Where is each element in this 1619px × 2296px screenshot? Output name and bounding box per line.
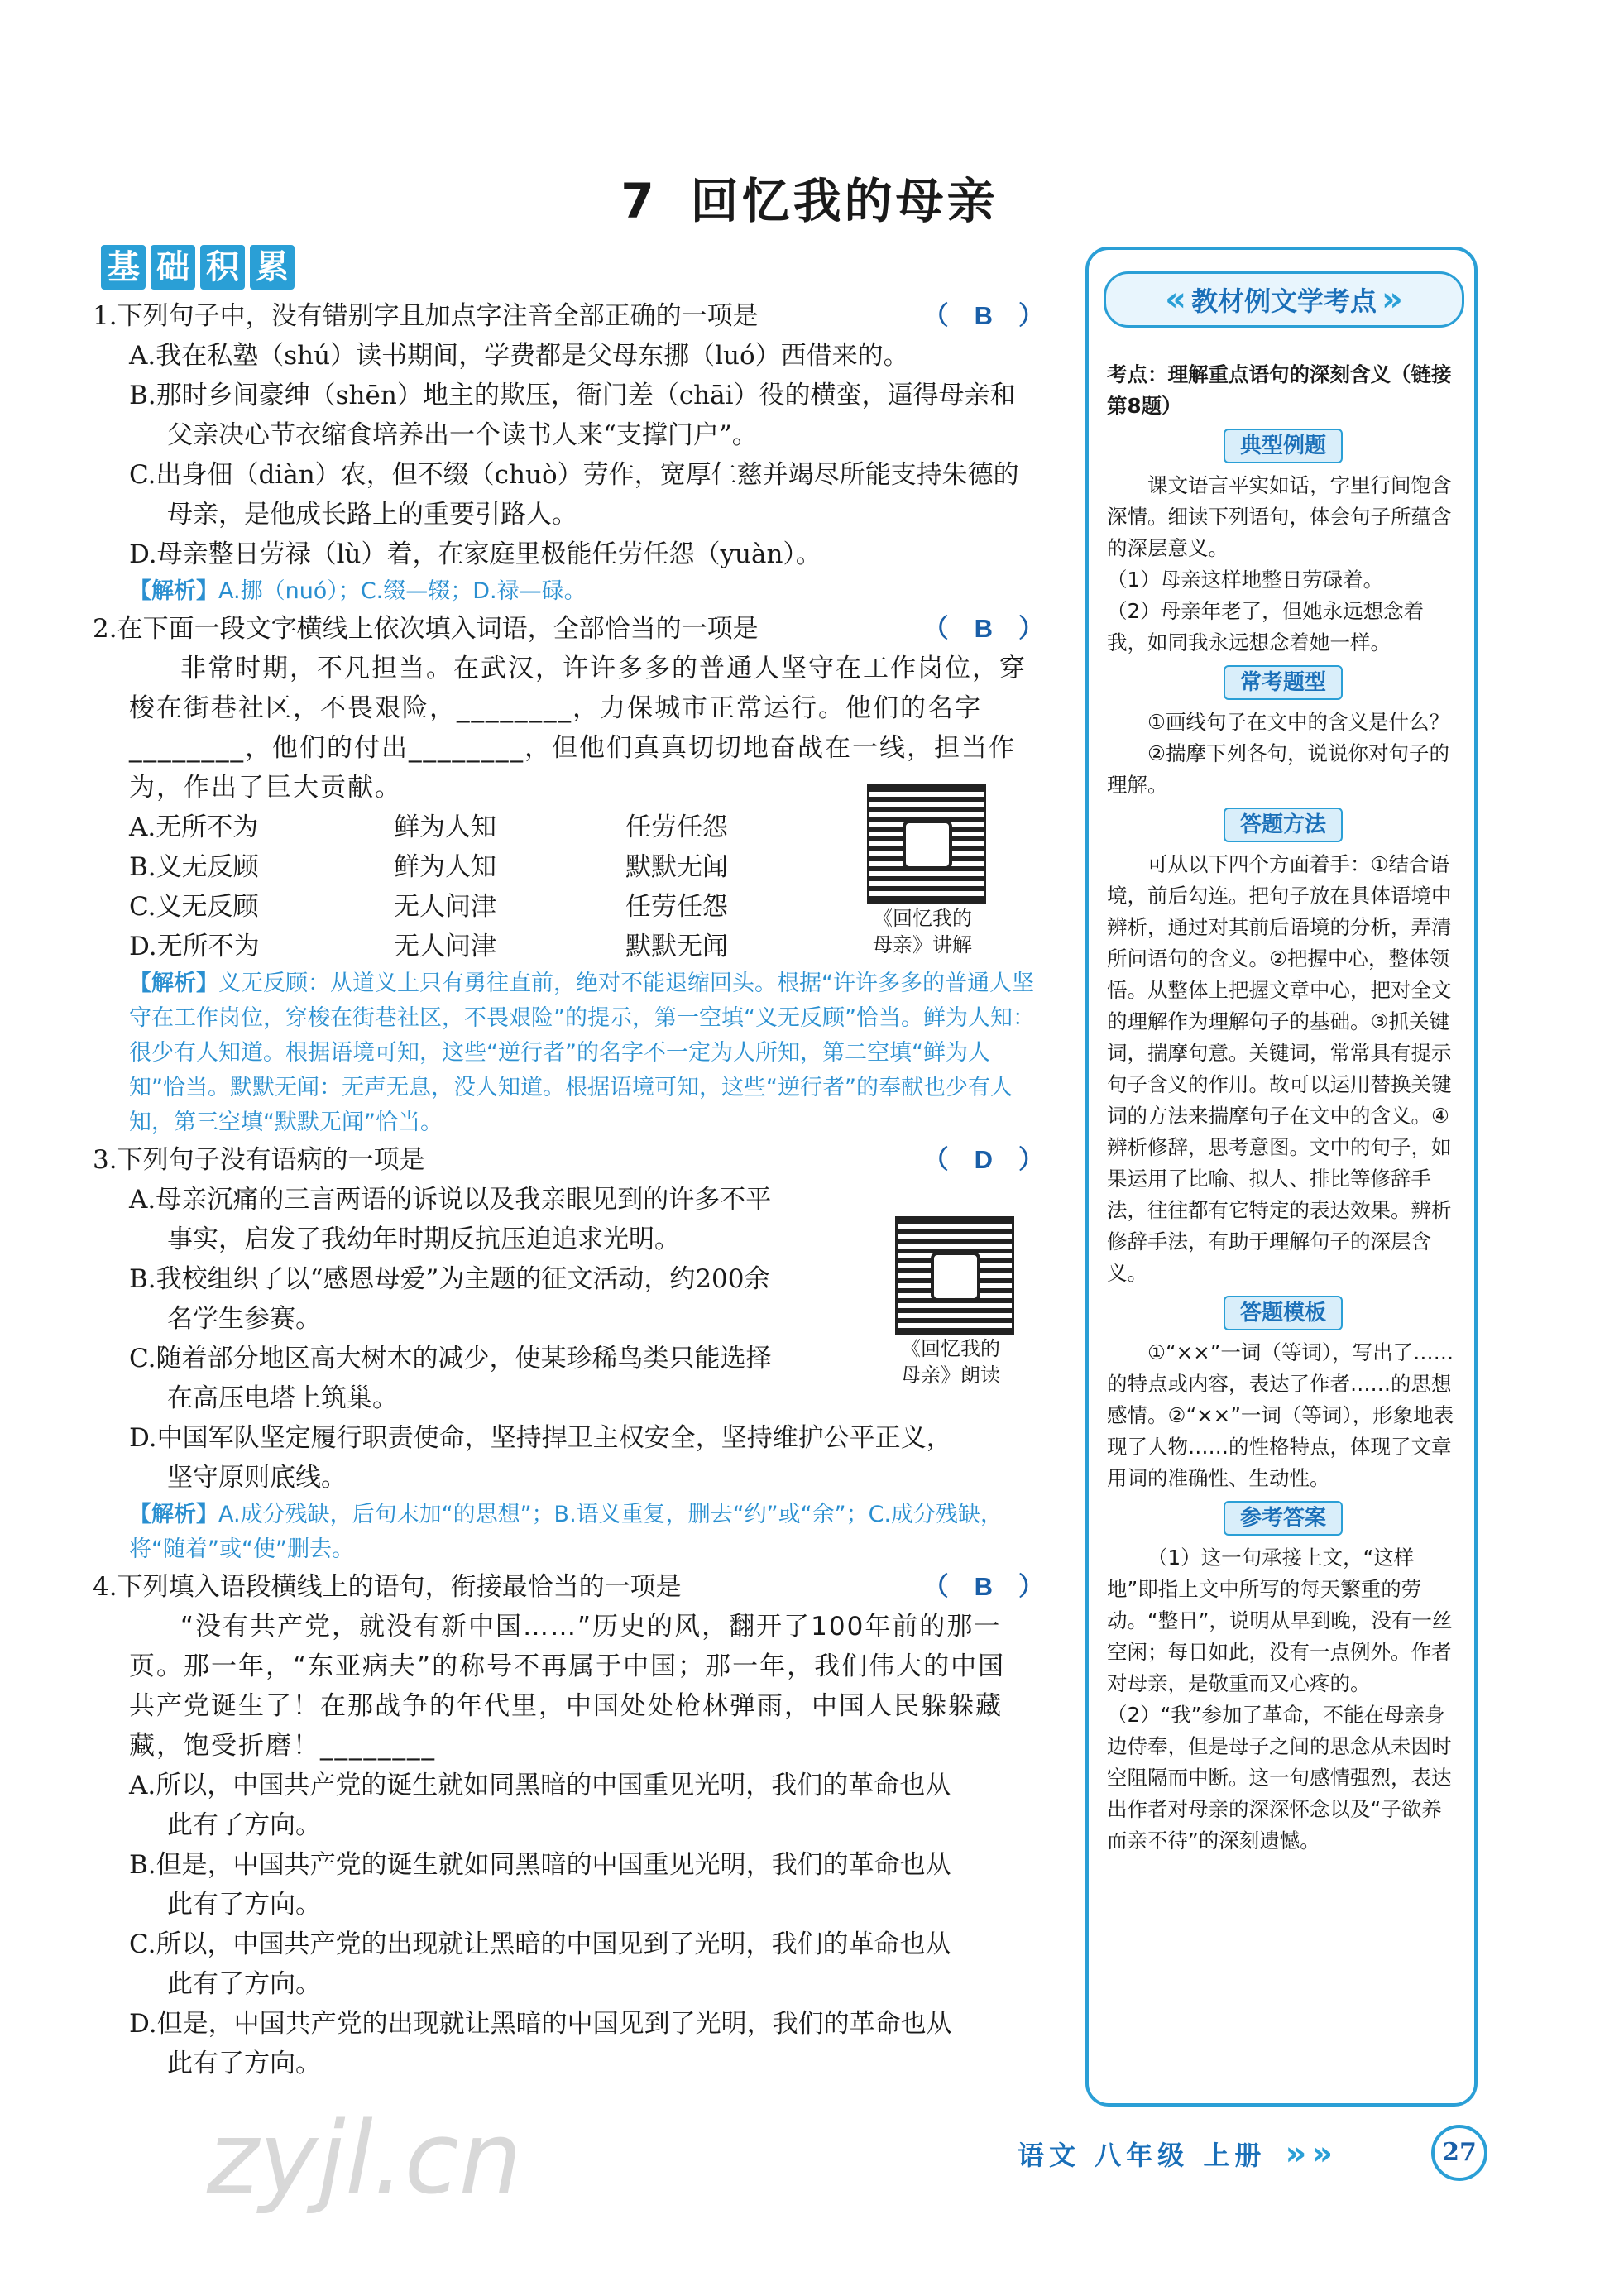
chevron-right-icon: » bbox=[1382, 280, 1403, 319]
heading-text: 答题模板 bbox=[1224, 1296, 1343, 1330]
section-tag-char: 础 bbox=[151, 245, 195, 290]
option-c-cont: 在高压电塔上筑巢。 bbox=[167, 1383, 398, 1413]
footer-term: 上册 bbox=[1203, 2140, 1267, 2171]
answer-mark: （ B ） bbox=[922, 1572, 1044, 1601]
qr-caption-line: 母亲》朗读 bbox=[901, 1364, 1000, 1387]
page-title bbox=[0, 162, 1619, 232]
sidebar-heading bbox=[1107, 665, 1459, 700]
heading-text: 常考题型 bbox=[1224, 665, 1343, 700]
sidebar-heading bbox=[1107, 1501, 1459, 1536]
question-text: 2.在下面一段文字横线上依次填入词语，全部恰当的一项是 bbox=[93, 614, 759, 644]
qr-caption bbox=[852, 905, 993, 958]
question-3-stem bbox=[93, 1140, 1044, 1180]
option-c-cont: 母亲，是他成长路上的重要引路人。 bbox=[167, 500, 577, 530]
passage-line: ________，他们的付出________，但他们真真切切地奋战在一线，担当作 bbox=[129, 733, 1016, 763]
qr-caption-line: 母亲》讲解 bbox=[873, 933, 972, 956]
analysis-label: 【解析】 bbox=[129, 971, 218, 996]
analysis bbox=[93, 1498, 1044, 1567]
sidebar-text: ①画线句子在文中的含义是什么？ bbox=[1147, 710, 1449, 734]
sidebar-text: （2）母亲年老了，但她永远想念着我，如同我永远想念着她一样。 bbox=[1107, 599, 1425, 654]
watermark: zyjl.cn bbox=[207, 2102, 522, 2217]
option-c-cont: 此有了方向。 bbox=[167, 1969, 321, 1999]
analysis bbox=[93, 574, 1044, 609]
footer-subject: 语文 bbox=[1018, 2140, 1081, 2171]
option-d-cont: 坚守原则底线。 bbox=[167, 1463, 347, 1493]
option-cell: D.无所不为 bbox=[129, 932, 260, 961]
question-text: 3.下列句子没有语病的一项是 bbox=[93, 1145, 425, 1175]
option-a: A.我在私塾（shú）读书期间，学费都是父母东挪（luó）西借来的。 bbox=[129, 341, 909, 371]
analysis bbox=[93, 966, 1044, 1140]
option-b-cont: 名学生参赛。 bbox=[167, 1304, 321, 1334]
option-b-cont: 此有了方向。 bbox=[167, 1890, 321, 1920]
answer-mark: （ B ） bbox=[922, 301, 1044, 330]
passage-line: 页。那一年，“东亚病夫”的称号不再属于中国；那一年，我们伟大的中国 bbox=[129, 1651, 1006, 1681]
option-c: C.随着部分地区高大树木的减少，使某珍稀鸟类只能选择 bbox=[129, 1344, 772, 1373]
passage-line: 藏，饱受折磨！________ bbox=[129, 1731, 436, 1761]
sidebar-banner bbox=[1104, 271, 1464, 328]
option-cell: 任劳任怨 bbox=[625, 892, 728, 922]
passage-line: 为，作出了巨大贡献。 bbox=[129, 773, 402, 803]
option-cell: 默默无闻 bbox=[625, 932, 728, 961]
option-cell: 鲜为人知 bbox=[394, 852, 496, 882]
passage-line: 共产党诞生了！在那战争的年代里，中国处处枪林弹雨，中国人民躲躲藏 bbox=[129, 1691, 1003, 1721]
option-cell: C.义无反顾 bbox=[129, 892, 259, 922]
section-tag-char: 累 bbox=[250, 245, 295, 290]
qr-caption-line: 《回忆我的 bbox=[901, 1337, 1000, 1360]
option-cell: A.无所不为 bbox=[129, 812, 259, 842]
option-cell: 任劳任怨 bbox=[625, 812, 728, 842]
option-a: A.所以，中国共产党的诞生就如同黑暗的中国重见光明，我们的革命也从 bbox=[129, 1771, 951, 1800]
option-cell: 无人问津 bbox=[394, 932, 496, 961]
passage-line: 梭在街巷社区，不畏艰险，________，力保城市正常运行。他们的名字 bbox=[129, 693, 982, 723]
heading-text: 典型例题 bbox=[1224, 429, 1343, 463]
question-1-stem bbox=[93, 296, 1044, 336]
section-tag bbox=[101, 245, 295, 290]
lesson-number: 7 bbox=[620, 173, 658, 229]
sidebar-text: ②揣摩下列各句，说说你对句子的理解。 bbox=[1107, 741, 1449, 797]
footer-grade: 八年级 bbox=[1095, 2140, 1190, 2171]
option-d: D.但是，中国共产党的出现就让黑暗的中国见到了光明，我们的革命也从 bbox=[129, 2009, 952, 2039]
passage-line: 非常时期，不凡担当。在武汉，许许多多的普通人坚守在工作岗位，穿 bbox=[180, 654, 1027, 683]
option-cell: 无人问津 bbox=[394, 892, 496, 922]
sidebar-text: ①“××”一词（等词），写出了……的特点或内容，表达了作者……的思想感情。②“××”一词（等词），形象地表现了人物……的性格特点，体现了文章用词的准确性、生动性。 bbox=[1107, 1340, 1454, 1490]
option-c: C.出身佃（diàn）农，但不缀（chuò）劳作，宽厚仁慈并竭尽所能支持朱德的 bbox=[129, 460, 1019, 490]
option-cell: 默默无闻 bbox=[625, 852, 728, 882]
chevron-left-icon: « bbox=[1165, 280, 1186, 319]
option-a-cont: 事实，启发了我幼年时期反抗压迫追求光明。 bbox=[167, 1225, 680, 1254]
answer-mark: （ B ） bbox=[922, 614, 1044, 643]
page-number: 27 bbox=[1431, 2125, 1487, 2181]
option-cell: 鲜为人知 bbox=[394, 812, 496, 842]
question-text: 4.下列填入语段横线上的语句，衔接最恰当的一项是 bbox=[93, 1572, 682, 1602]
answer-mark: （ D ） bbox=[922, 1145, 1044, 1174]
analysis-label: 【解析】 bbox=[129, 1502, 218, 1527]
option-b: B.那时乡间豪绅（shēn）地主的欺压，衙门差（chāi）役的横蛮，逼得母亲和 bbox=[129, 381, 1016, 410]
analysis-text: 义无反顾：从道义上只有勇往直前，绝对不能退缩回头。根据“许许多多的普通人坚守在工作岗位，穿梭在街巷社区，不畏艰险”的提示，第一空填“义无反顾”恰当。鲜为人知：很少有人知道。根据语境可知，这些“逆行者”的名字不一定为人所知，第二空填“鲜为人知”恰当。默默无闻：无声无息，没人知道。根据语境可知，这些“逆行者”的奉献也少有人知，第三空填“默默无闻”恰当。 bbox=[129, 971, 1035, 1135]
question-text: 1.下列句子中，没有错别字且加点字注音全部正确的一项是 bbox=[93, 301, 759, 331]
sidebar-panel bbox=[1085, 247, 1478, 2107]
option-b: B.我校组织了以“感恩母爱”为主题的征文活动，约200余 bbox=[129, 1264, 770, 1294]
sidebar-banner-text: 教材例文学考点 bbox=[1190, 285, 1377, 317]
analysis-text: A.成分残缺，后句末加“的思想”；B.语义重复，删去“约”或“余”；C.成分残缺，将“随着”或“使”删去。 bbox=[129, 1502, 1003, 1562]
option-a: A.母亲沉痛的三言两语的诉说以及我亲眼见到的许多不平 bbox=[129, 1185, 772, 1215]
sidebar-heading bbox=[1107, 808, 1459, 842]
option-d-cont: 此有了方向。 bbox=[167, 2049, 321, 2078]
qr-caption bbox=[880, 1335, 1021, 1388]
section-tag-char: 积 bbox=[200, 245, 245, 290]
option-cell: B.义无反顾 bbox=[129, 852, 259, 882]
sidebar-text: 课文语言平实如话，字里行间饱含深情。细读下列语句，体会句子所蕴含的深层意义。 bbox=[1107, 473, 1452, 560]
lesson-title: 回忆我的母亲 bbox=[690, 173, 999, 229]
option-b: B.但是，中国共产党的诞生就如同黑暗的中国重见光明，我们的革命也从 bbox=[129, 1850, 951, 1880]
sidebar-text: （1）这一句承接上文，“这样地”即指上文中所写的每天繁重的劳动。“整日”，说明从早到晚，没有一丝空闲；每日如此，没有一点例外。作者对母亲，是敬重而又心疼的。（2）“我”参加了革命，不能在母亲身边侍奉，但是母子之间的思念从未因时空阻隔而中断。这一句感情强烈，表达出作者对母亲的深深怀念以及“子欲养而亲不待”的深刻遗憾。 bbox=[1107, 1546, 1453, 1853]
sidebar-text: （1）母亲这样地整日劳碌着。 bbox=[1107, 568, 1384, 592]
passage-line: “没有共产党，就没有新中国……”历史的风，翻开了100年前的那一 bbox=[180, 1612, 1002, 1642]
analysis-text: A.挪（nuó）；C.缀—辍；D.禄—碌。 bbox=[218, 578, 587, 604]
option-d: D.中国军队坚定履行职责使命，坚持捍卫主权安全，坚持维护公平正义， bbox=[129, 1423, 952, 1453]
option-a-cont: 此有了方向。 bbox=[167, 1810, 321, 1840]
footer bbox=[1018, 2135, 1343, 2173]
kaodian-label: 考点： bbox=[1107, 362, 1168, 386]
qr-code-icon[interactable] bbox=[895, 1216, 1014, 1335]
option-b-cont: 父亲决心节衣缩食培养出一个读书人来“支撑门户”。 bbox=[167, 420, 758, 450]
kaodian-text: 理解重点语句的深刻含义（链接第8题） bbox=[1107, 362, 1452, 418]
heading-text: 参考答案 bbox=[1224, 1501, 1343, 1536]
double-chevron-icon: »» bbox=[1285, 2135, 1339, 2173]
qr-code-icon[interactable] bbox=[867, 784, 986, 904]
option-d: D.母亲整日劳禄（lù）着，在家庭里极能任劳任怨（yuàn）。 bbox=[129, 539, 821, 569]
heading-text: 答题方法 bbox=[1224, 808, 1343, 842]
question-2-stem bbox=[93, 609, 1044, 649]
main-content bbox=[93, 296, 1044, 2083]
sidebar-text: 可从以下四个方面着手：①结合语境，前后勾连。把句子放在具体语境中辨析，通过对其前后语境的分析，弄清所问语句的含义。②把握中心，整体领悟。从整体上把握文章中心，把对全文的理解作为理解句子的基础。③抓关键词，揣摩句意。关键词，常常具有提示句子含义的作用。故可以运用替换关键词的方法来揣摩句子在文中的含义。④辨析修辞，思考意图。文中的句子，如果运用了比喻、拟人、排比等修辞手法，往往都有它特定的表达效果。辨析修辞手法，有助于理解句子的深层含义。 bbox=[1107, 852, 1452, 1285]
question-4-stem bbox=[93, 1567, 1044, 1607]
qr-caption-line: 《回忆我的 bbox=[873, 907, 972, 930]
analysis-label: 【解析】 bbox=[129, 578, 218, 604]
section-tag-char: 基 bbox=[101, 245, 146, 290]
sidebar-heading bbox=[1107, 429, 1459, 463]
option-c: C.所以，中国共产党的出现就让黑暗的中国见到了光明，我们的革命也从 bbox=[129, 1929, 951, 1959]
sidebar-body bbox=[1107, 359, 1459, 1857]
kaodian bbox=[1107, 359, 1459, 422]
sidebar-heading bbox=[1107, 1296, 1459, 1330]
